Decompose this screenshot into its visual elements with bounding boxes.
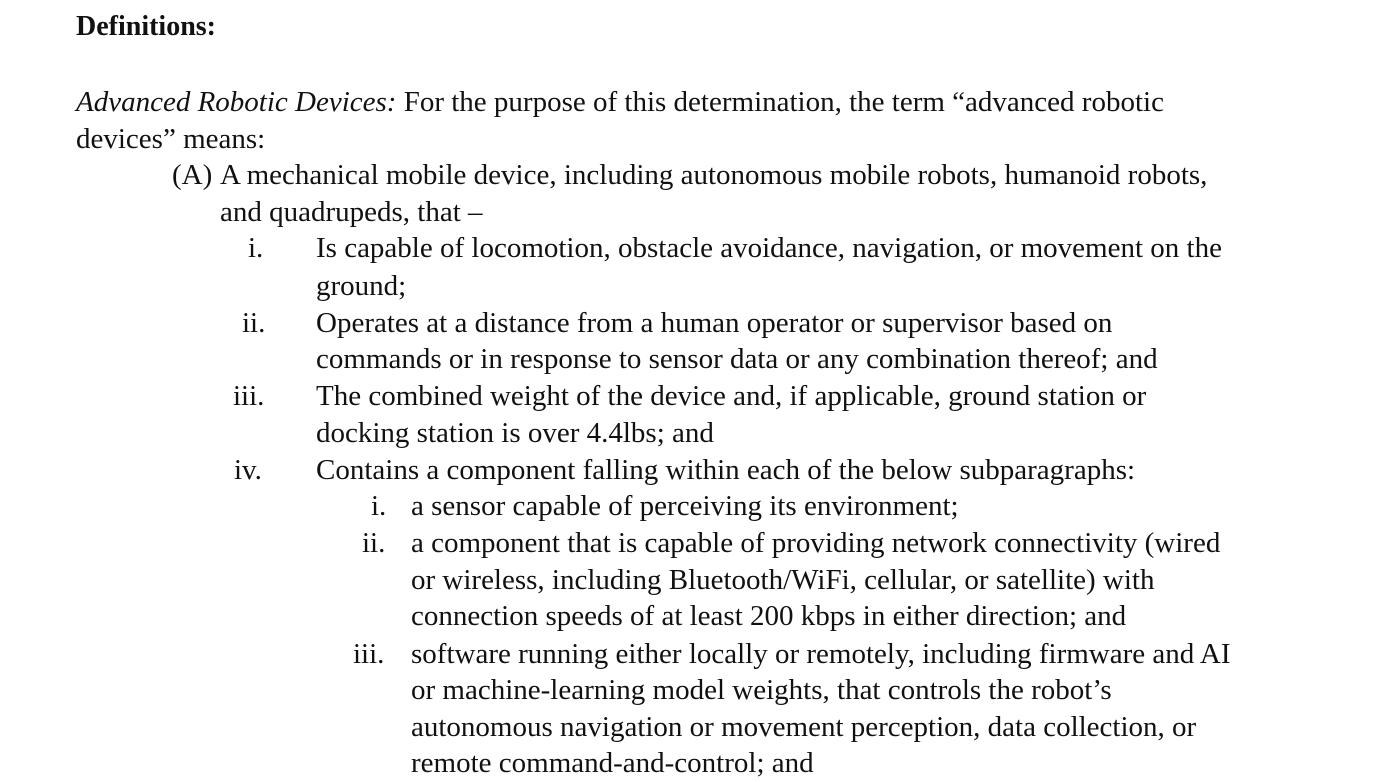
sub-sub-item-line: remote command-and-control; and — [411, 747, 814, 779]
definition-intro-line-1 — [76, 84, 1164, 121]
sub-item-line: docking station is over 4.4lbs; and — [316, 417, 714, 449]
sub-sub-item-line: connection speeds of at least 200 kbps in either direction; and — [411, 600, 1127, 632]
sub-item-line: ground; — [316, 270, 407, 302]
sub-sub-item-marker: i. — [371, 490, 387, 522]
definition-intro-line-2: devices” means: — [76, 123, 266, 155]
sub-item-marker: iv. — [234, 454, 262, 486]
item-a-line-1: A mechanical mobile device, including autonomous mobile robots, humanoid robots, — [220, 159, 1208, 191]
sub-sub-item-line: a sensor capable of perceiving its environment; — [411, 490, 959, 522]
sub-sub-item-line: or wireless, including Bluetooth/WiFi, cellular, or satellite) with — [411, 564, 1155, 596]
sub-sub-item-marker: ii. — [362, 527, 386, 559]
sub-item-line: Is capable of locomotion, obstacle avoidance, navigation, or movement on the — [316, 232, 1222, 264]
sub-item-line: Operates at a distance from a human operator or supervisor based on — [316, 307, 1113, 339]
sub-item-marker: iii. — [233, 380, 265, 412]
sub-sub-item-line: software running either locally or remotely, including firmware and AI — [411, 638, 1231, 670]
section-heading: Definitions: — [76, 11, 216, 42]
sub-item-line: The combined weight of the device and, if applicable, ground station or — [316, 380, 1147, 412]
sub-sub-item-line: or machine-learning model weights, that controls the robot’s — [411, 674, 1112, 706]
item-a-line-2: and quadrupeds, that – — [220, 196, 483, 228]
sub-item-line: commands or in response to sensor data or any combination thereof; and — [316, 343, 1158, 375]
defined-term: Advanced Robotic Devices: — [76, 86, 397, 118]
sub-sub-item-marker: iii. — [353, 638, 385, 670]
sub-sub-item-line: autonomous navigation or movement perception, data collection, or — [411, 711, 1197, 743]
sub-sub-item-line: a component that is capable of providing network connectivity (wired — [411, 527, 1221, 559]
sub-item-marker: ii. — [242, 307, 266, 339]
sub-item-line: Contains a component falling within each of the below subparagraphs: — [316, 454, 1136, 486]
definition-intro-text: For the purpose of this determination, the term “advanced robotic — [396, 86, 1164, 118]
sub-item-marker: i. — [248, 232, 264, 264]
item-a-marker: (A) — [172, 159, 213, 191]
